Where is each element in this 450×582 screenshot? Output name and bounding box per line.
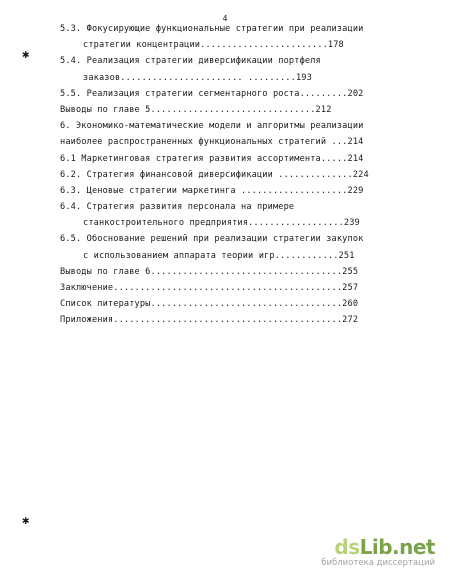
toc-line: Выводы по главе 6....................................255 (60, 266, 359, 277)
margin-mark-icon: ✱ (22, 47, 30, 61)
toc-line: 5.4. Реализация стратегии диверсификации портфеля (60, 56, 321, 67)
toc-line: наиболее распространенных функциональных стратегий ...214 (60, 137, 364, 148)
toc-line: 6.1 Маркетинговая стратегия развития ассортимента.....214 (60, 153, 364, 164)
toc-line: с использованием аппарата теории игр............251 (83, 250, 355, 261)
toc-line: станкостроительного предприятия..................239 (83, 218, 360, 229)
toc-line: 6.3. Ценовые стратегии маркетинга ....................229 (60, 185, 364, 196)
toc-line: стратегии концентрации........................178 (83, 40, 344, 51)
toc-line: Заключение...........................................257 (60, 283, 359, 293)
table-of-contents (60, 21, 415, 329)
toc-line: 6. Экономико-математические модели и алгоритмы реализации (60, 121, 364, 132)
margin-mark-icon: ✱ (22, 513, 30, 527)
toc-line: Приложения...........................................272 (60, 315, 359, 326)
toc-line: 6.4. Стратегия развития персонала на примере (60, 202, 295, 213)
toc-line: Выводы по главе 5...............................212 (60, 104, 332, 115)
toc-line: 5.3. Фокусирующие функциональные стратегии при реализации (60, 24, 364, 34)
toc-line: 5.5. Реализация стратегии сегментарного роста.........202 (60, 88, 364, 99)
toc-line: 6.5. Обоснование решений при реализации стратегии закупок (60, 234, 364, 245)
dslib-logo: dsLib.net (334, 535, 435, 559)
watermark-caption: библиотека диссертаций (321, 558, 435, 568)
toc-line: заказов....................... .........193 (83, 72, 312, 83)
page-number: 4 (222, 14, 228, 23)
toc-line: 6.2. Стратегия финансовой диверсификации ..............224 (60, 169, 369, 180)
watermark (321, 536, 435, 568)
toc-line: Список литературы....................................260 (60, 299, 359, 310)
